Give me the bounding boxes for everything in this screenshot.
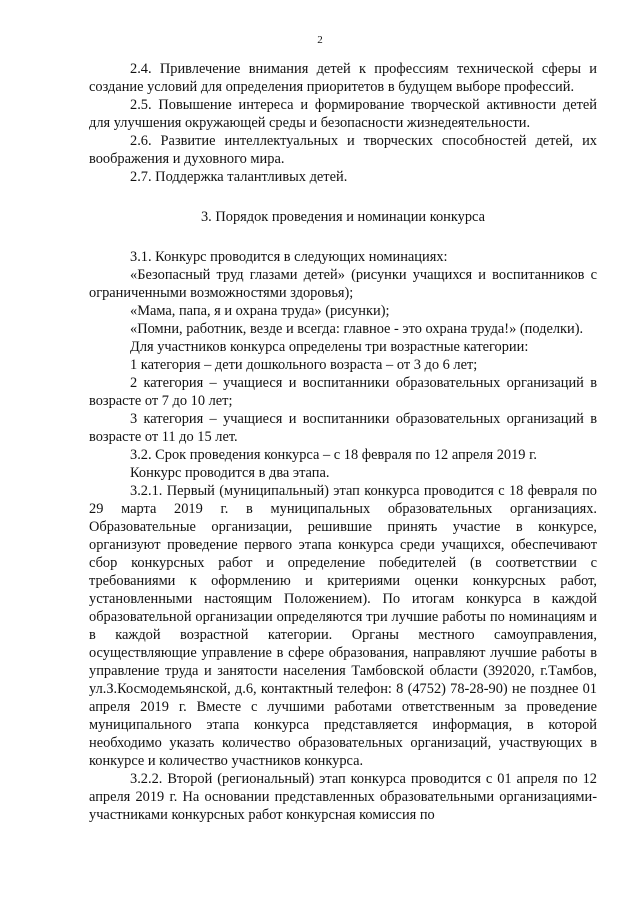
age-category-2: 2 категория – учащиеся и воспитанники образовательных организаций в возрасте от 7 до 10 лет; (89, 375, 597, 409)
stages-note: Конкурс проводится в два этапа. (130, 465, 330, 481)
page-number: 2 (317, 34, 323, 46)
age-categories-intro: Для участников конкурса определены три возрастные категории: (130, 339, 529, 355)
age-category-3: 3 категория – учащиеся и воспитанники образовательных организаций в возрасте от 11 до 15 лет. (89, 411, 597, 445)
paragraph-3-2-1: 3.2.1. Первый (муниципальный) этап конкурса проводится с 18 февраля по 29 марта 2019 г. в муниципальных образовательных организациях. Образовательные организации, решившие принять участие в конкурсе, организуют проведение первого этапа конкурса среди учащихся, обеспечивают сбор конкурсных работ и определение победителей (в соответствии с требованиями к оформлению и критериями оценки конкурсных работ, установленными настоящим Положением). По итогам конкурса в каждой образовательной организации определяются три лучшие работы по номинациям и в каждой возрастной категории. Органы местного самоуправления, осуществляющие управление в сфере образования, направляют лучшие работы в управление труда и занятости населения Тамбовской области (392020, г.Тамбов, ул.З.Космодемьянской, д.6, контактный телефон: 8 (4752) 78-28-90) не позднее 01 апреля 2019 г. Вместе с лучшими работами ответственным за проведение муниципального этапа конкурса представляется информация, в которой необходимо указать количество образовательных организаций, участвующих в конкурсе и количество участников конкурса. (89, 483, 597, 769)
paragraph-3-1: 3.1. Конкурс проводится в следующих номинациях: (130, 249, 448, 265)
paragraph-2-4: 2.4. Привлечение внимания детей к профессиям технической сферы и создание условий для определения приоритетов в будущем выборе профессий. (89, 61, 597, 95)
paragraph-3-2: 3.2. Срок проведения конкурса – с 18 февраля по 12 апреля 2019 г. (130, 447, 537, 463)
document-body (89, 60, 597, 824)
age-category-1: 1 категория – дети дошкольного возраста – от 3 до 6 лет; (130, 357, 478, 373)
paragraph-3-2-2: 3.2.2. Второй (региональный) этап конкурса проводится с 01 апреля по 12 апреля 2019 г. На основании представленных образовательными организациями-участниками конкурсных работ конкурсная комиссия по (89, 771, 597, 823)
paragraph-2-6: 2.6. Развитие интеллектуальных и творческих способностей детей, их воображения и духовного мира. (89, 133, 597, 167)
paragraph-2-5: 2.5. Повышение интереса и формирование творческой активности детей для улучшения окружающей среды и безопасности жизнедеятельности. (89, 97, 597, 131)
nomination-3: «Помни, работник, везде и всегда: главное - это охрана труда!» (поделки). (130, 321, 584, 337)
section-title: 3. Порядок проведения и номинации конкурса (200, 209, 486, 225)
nomination-1: «Безопасный труд глазами детей» (рисунки учащихся и воспитанников с ограниченными возможностями здоровья); (89, 267, 597, 301)
paragraph-2-7: 2.7. Поддержка талантливых детей. (130, 169, 348, 185)
nomination-2: «Мама, папа, я и охрана труда» (рисунки); (130, 303, 390, 319)
